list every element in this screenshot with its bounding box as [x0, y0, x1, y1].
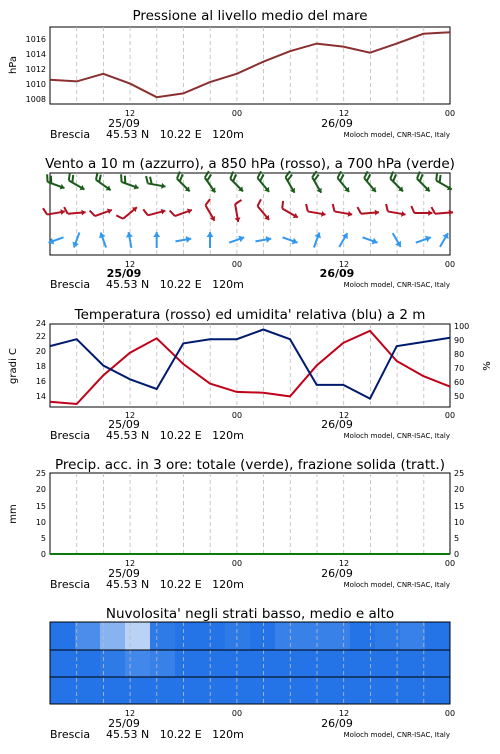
temperature-panel	[8, 307, 493, 442]
cloud-cell	[225, 650, 251, 677]
wind-barb	[308, 171, 327, 194]
x-hour-tick: 12	[124, 559, 136, 568]
precip-x-ticks	[125, 559, 455, 568]
humidity-tick-label: 90	[454, 336, 465, 345]
humidity-series-line	[50, 330, 450, 399]
cloud-cell	[300, 622, 326, 650]
cloud-cell	[400, 622, 426, 650]
temperature-tick-label: 22	[35, 332, 46, 341]
cloud-cell	[50, 650, 76, 677]
cloud-cell	[175, 622, 201, 650]
cloud-cell	[75, 650, 101, 677]
cloud-cell	[300, 650, 326, 677]
cloud-cell	[100, 650, 126, 677]
x-hour-tick: 00	[231, 109, 243, 118]
wind-plot-frame	[50, 173, 450, 255]
x-hour-tick: 00	[231, 411, 243, 420]
cloud-cell	[225, 677, 251, 704]
x-hour-tick: 00	[231, 709, 243, 718]
cloud-cell	[50, 622, 76, 650]
humidity-tick-label: 50	[454, 392, 465, 401]
cloud-cell	[125, 677, 151, 704]
cloud-cell	[350, 622, 376, 650]
cloud-cell	[200, 677, 226, 704]
wind-barb	[118, 174, 141, 191]
date-label: 25/09	[108, 567, 140, 580]
wind-barb	[207, 232, 214, 248]
date-label: 26/09	[321, 567, 353, 580]
cloud-cell	[225, 622, 251, 650]
cloud-cell	[375, 622, 401, 650]
temperature-series-line	[50, 331, 450, 404]
cloud-cell	[150, 650, 176, 677]
x-hour-tick: 12	[124, 411, 136, 420]
date-label: 26/09	[321, 117, 353, 130]
cloud-cell	[350, 650, 376, 677]
x-hour-tick: 12	[124, 260, 136, 269]
cloud-cell	[325, 677, 351, 704]
precip-tick-label: 15	[454, 502, 465, 511]
cloud-cell	[250, 650, 276, 677]
cloud-cell	[75, 622, 101, 650]
cloud-panel	[50, 606, 455, 741]
x-hour-tick: 00	[444, 559, 456, 568]
date-label: 26/09	[319, 267, 355, 280]
temperature-tick-label: 24	[35, 319, 46, 328]
precip-tick-label: 10	[454, 518, 465, 527]
cloud-cell	[425, 622, 451, 650]
cloud-cell	[50, 677, 76, 704]
pressure-x-ticks	[125, 109, 455, 118]
station-coords: 45.53 N 10.22 E 120m	[106, 728, 244, 741]
station-coords: 45.53 N 10.22 E 120m	[106, 278, 244, 291]
wind-barb	[390, 231, 404, 248]
cloud-cell	[275, 677, 301, 704]
cloud-cell	[150, 622, 176, 650]
date-label: 25/09	[108, 418, 140, 431]
pressure-series-line	[50, 32, 450, 97]
x-hour-tick: 00	[444, 709, 456, 718]
pressure-tick-label: 1012	[25, 65, 46, 74]
temperature-plot-frame	[50, 324, 450, 407]
x-hour-tick: 12	[338, 109, 350, 118]
humidity-tick-label: 80	[454, 350, 465, 359]
cloud-cell	[300, 677, 326, 704]
cloud-cell	[275, 650, 301, 677]
wind-panel	[43, 156, 455, 291]
precip-tick-label: 25	[35, 469, 46, 478]
temperature-y-ticks	[36, 319, 46, 401]
precip-tick-label: 25	[454, 469, 465, 478]
wind-barb	[201, 199, 220, 222]
wind-barb	[144, 176, 166, 189]
pressure-panel	[8, 8, 455, 141]
wind-barb	[170, 203, 193, 220]
cloud-cell	[375, 677, 401, 704]
temperature-tick-label: 18	[35, 362, 46, 371]
precip-y-ticks-right	[454, 469, 464, 559]
precip-plot-frame	[50, 473, 450, 554]
precip-y-axis-label: mm	[8, 504, 19, 524]
cloud-cell	[400, 677, 426, 704]
cloud-cell	[425, 677, 451, 704]
x-hour-tick: 12	[124, 109, 136, 118]
date-label: 26/09	[321, 717, 353, 730]
precip-tick-label: 10	[35, 518, 46, 527]
cloud-cell	[100, 677, 126, 704]
wind-barb	[357, 205, 379, 217]
model-source: Moloch model, CNR-ISAC, Italy	[343, 731, 450, 739]
wind-barb	[411, 206, 432, 216]
pressure-title: Pressione al livello medio del mare	[132, 8, 368, 24]
cloud-cell	[400, 650, 426, 677]
cloud-cell	[250, 622, 276, 650]
cloud-cell	[125, 622, 151, 650]
precip-title: Precip. acc. in 3 ore: totale (verde), frazione solida (tratt.)	[55, 457, 445, 473]
wind-barb	[415, 234, 432, 246]
pressure-tick-label: 1016	[25, 35, 46, 44]
date-label: 26/09	[321, 418, 353, 431]
x-hour-tick: 00	[444, 109, 456, 118]
precip-tick-label: 5	[454, 534, 460, 543]
station-coords: 45.53 N 10.22 E 120m	[106, 429, 244, 442]
precip-y-ticks	[36, 469, 46, 559]
pressure-footer	[50, 128, 450, 141]
humidity-tick-label: 60	[454, 378, 465, 387]
pressure-gridlines	[77, 27, 424, 104]
pressure-tick-label: 1014	[25, 50, 46, 59]
temperature-y-axis-label: gradi C	[8, 348, 19, 384]
cloud-cell	[200, 622, 226, 650]
cloud-cell	[425, 650, 451, 677]
wind-barb	[232, 200, 245, 222]
wind-barb	[64, 205, 86, 217]
wind-barb	[278, 201, 301, 220]
date-label: 25/09	[106, 267, 142, 280]
wind-barb	[201, 171, 221, 194]
temperature-title: Temperatura (rosso) ed umidita' relativa (blu) a 2 m	[74, 307, 426, 323]
cloud-cell	[325, 650, 351, 677]
cloud-cell	[150, 677, 176, 704]
pressure-y-axis-label: hPa	[8, 55, 19, 75]
wind-x-ticks	[125, 260, 455, 269]
wind-title: Vento a 10 m (azzurro), a 850 hPa (rosso), a 700 hPa (verde)	[45, 156, 455, 172]
cloud-x-ticks	[125, 709, 455, 718]
precip-gridlines	[77, 473, 424, 554]
temperature-tick-label: 14	[35, 392, 46, 401]
station-name: Brescia	[50, 429, 91, 442]
cloud-cell	[325, 622, 351, 650]
wind-barb	[143, 204, 166, 219]
wind-barb	[331, 204, 353, 217]
precip-tick-label: 0	[40, 550, 46, 559]
x-hour-tick: 12	[338, 260, 350, 269]
station-coords: 45.53 N 10.22 E 120m	[106, 128, 244, 141]
wind-barb	[43, 205, 65, 218]
cloud-cell	[100, 622, 126, 650]
x-hour-tick: 00	[444, 260, 456, 269]
humidity-y-axis-label: %	[482, 361, 493, 371]
x-hour-tick: 12	[338, 559, 350, 568]
precip-tick-label: 5	[40, 534, 46, 543]
cloud-title: Nuvolosita' negli strati basso, medio e alto	[105, 606, 395, 622]
cloud-footer	[50, 728, 450, 741]
cloud-cell	[375, 650, 401, 677]
precip-tick-label: 20	[454, 485, 465, 494]
temperature-footer	[50, 429, 450, 442]
cloud-heatmap-cells	[50, 622, 451, 704]
temperature-tick-label: 16	[35, 377, 46, 386]
humidity-tick-label: 70	[454, 364, 465, 373]
cloud-cell	[250, 677, 276, 704]
wind-barb	[304, 204, 326, 217]
date-label: 25/09	[108, 717, 140, 730]
wind-barb	[384, 204, 406, 217]
precip-tick-label: 0	[454, 550, 460, 559]
pressure-tick-label: 1010	[25, 80, 46, 89]
wind-barb	[44, 174, 67, 191]
wind-barb	[432, 173, 455, 192]
station-name: Brescia	[50, 728, 91, 741]
model-source: Moloch model, CNR-ISAC, Italy	[343, 581, 450, 589]
wind-barb	[116, 202, 139, 223]
cloud-cell	[275, 622, 301, 650]
date-label: 25/09	[108, 117, 140, 130]
x-hour-tick: 00	[231, 260, 243, 269]
pressure-tick-label: 1008	[25, 95, 46, 104]
wind-barb	[437, 231, 451, 248]
cloud-cell	[350, 677, 376, 704]
cloud-cell	[75, 677, 101, 704]
station-coords: 45.53 N 10.22 E 120m	[106, 578, 244, 591]
cloud-cell	[175, 650, 201, 677]
wind-barbs	[43, 171, 455, 249]
station-name: Brescia	[50, 578, 91, 591]
pressure-plot-frame	[50, 27, 450, 104]
x-hour-tick: 12	[124, 709, 136, 718]
model-source: Moloch model, CNR-ISAC, Italy	[343, 131, 450, 139]
x-hour-tick: 00	[444, 411, 456, 420]
x-hour-tick: 00	[231, 559, 243, 568]
humidity-y-ticks	[454, 322, 469, 401]
wind-barb	[153, 232, 160, 248]
pressure-y-ticks	[26, 35, 46, 104]
cloud-cell	[175, 677, 201, 704]
model-source: Moloch model, CNR-ISAC, Italy	[343, 281, 450, 289]
precip-footer	[50, 578, 450, 591]
station-name: Brescia	[50, 128, 91, 141]
wind-footer	[50, 278, 450, 291]
station-name: Brescia	[50, 278, 91, 291]
temperature-tick-label: 20	[35, 347, 46, 356]
humidity-tick-label: 100	[454, 322, 470, 331]
precip-panel	[8, 457, 464, 591]
cloud-cell	[200, 650, 226, 677]
cloud-cell	[125, 650, 151, 677]
x-hour-tick: 12	[338, 411, 350, 420]
wind-barb	[281, 171, 300, 194]
precip-tick-label: 15	[35, 502, 46, 511]
temperature-x-ticks	[125, 411, 455, 420]
model-source: Moloch model, CNR-ISAC, Italy	[343, 432, 450, 440]
x-hour-tick: 12	[338, 709, 350, 718]
precip-tick-label: 20	[35, 485, 46, 494]
wind-barb	[90, 203, 113, 220]
